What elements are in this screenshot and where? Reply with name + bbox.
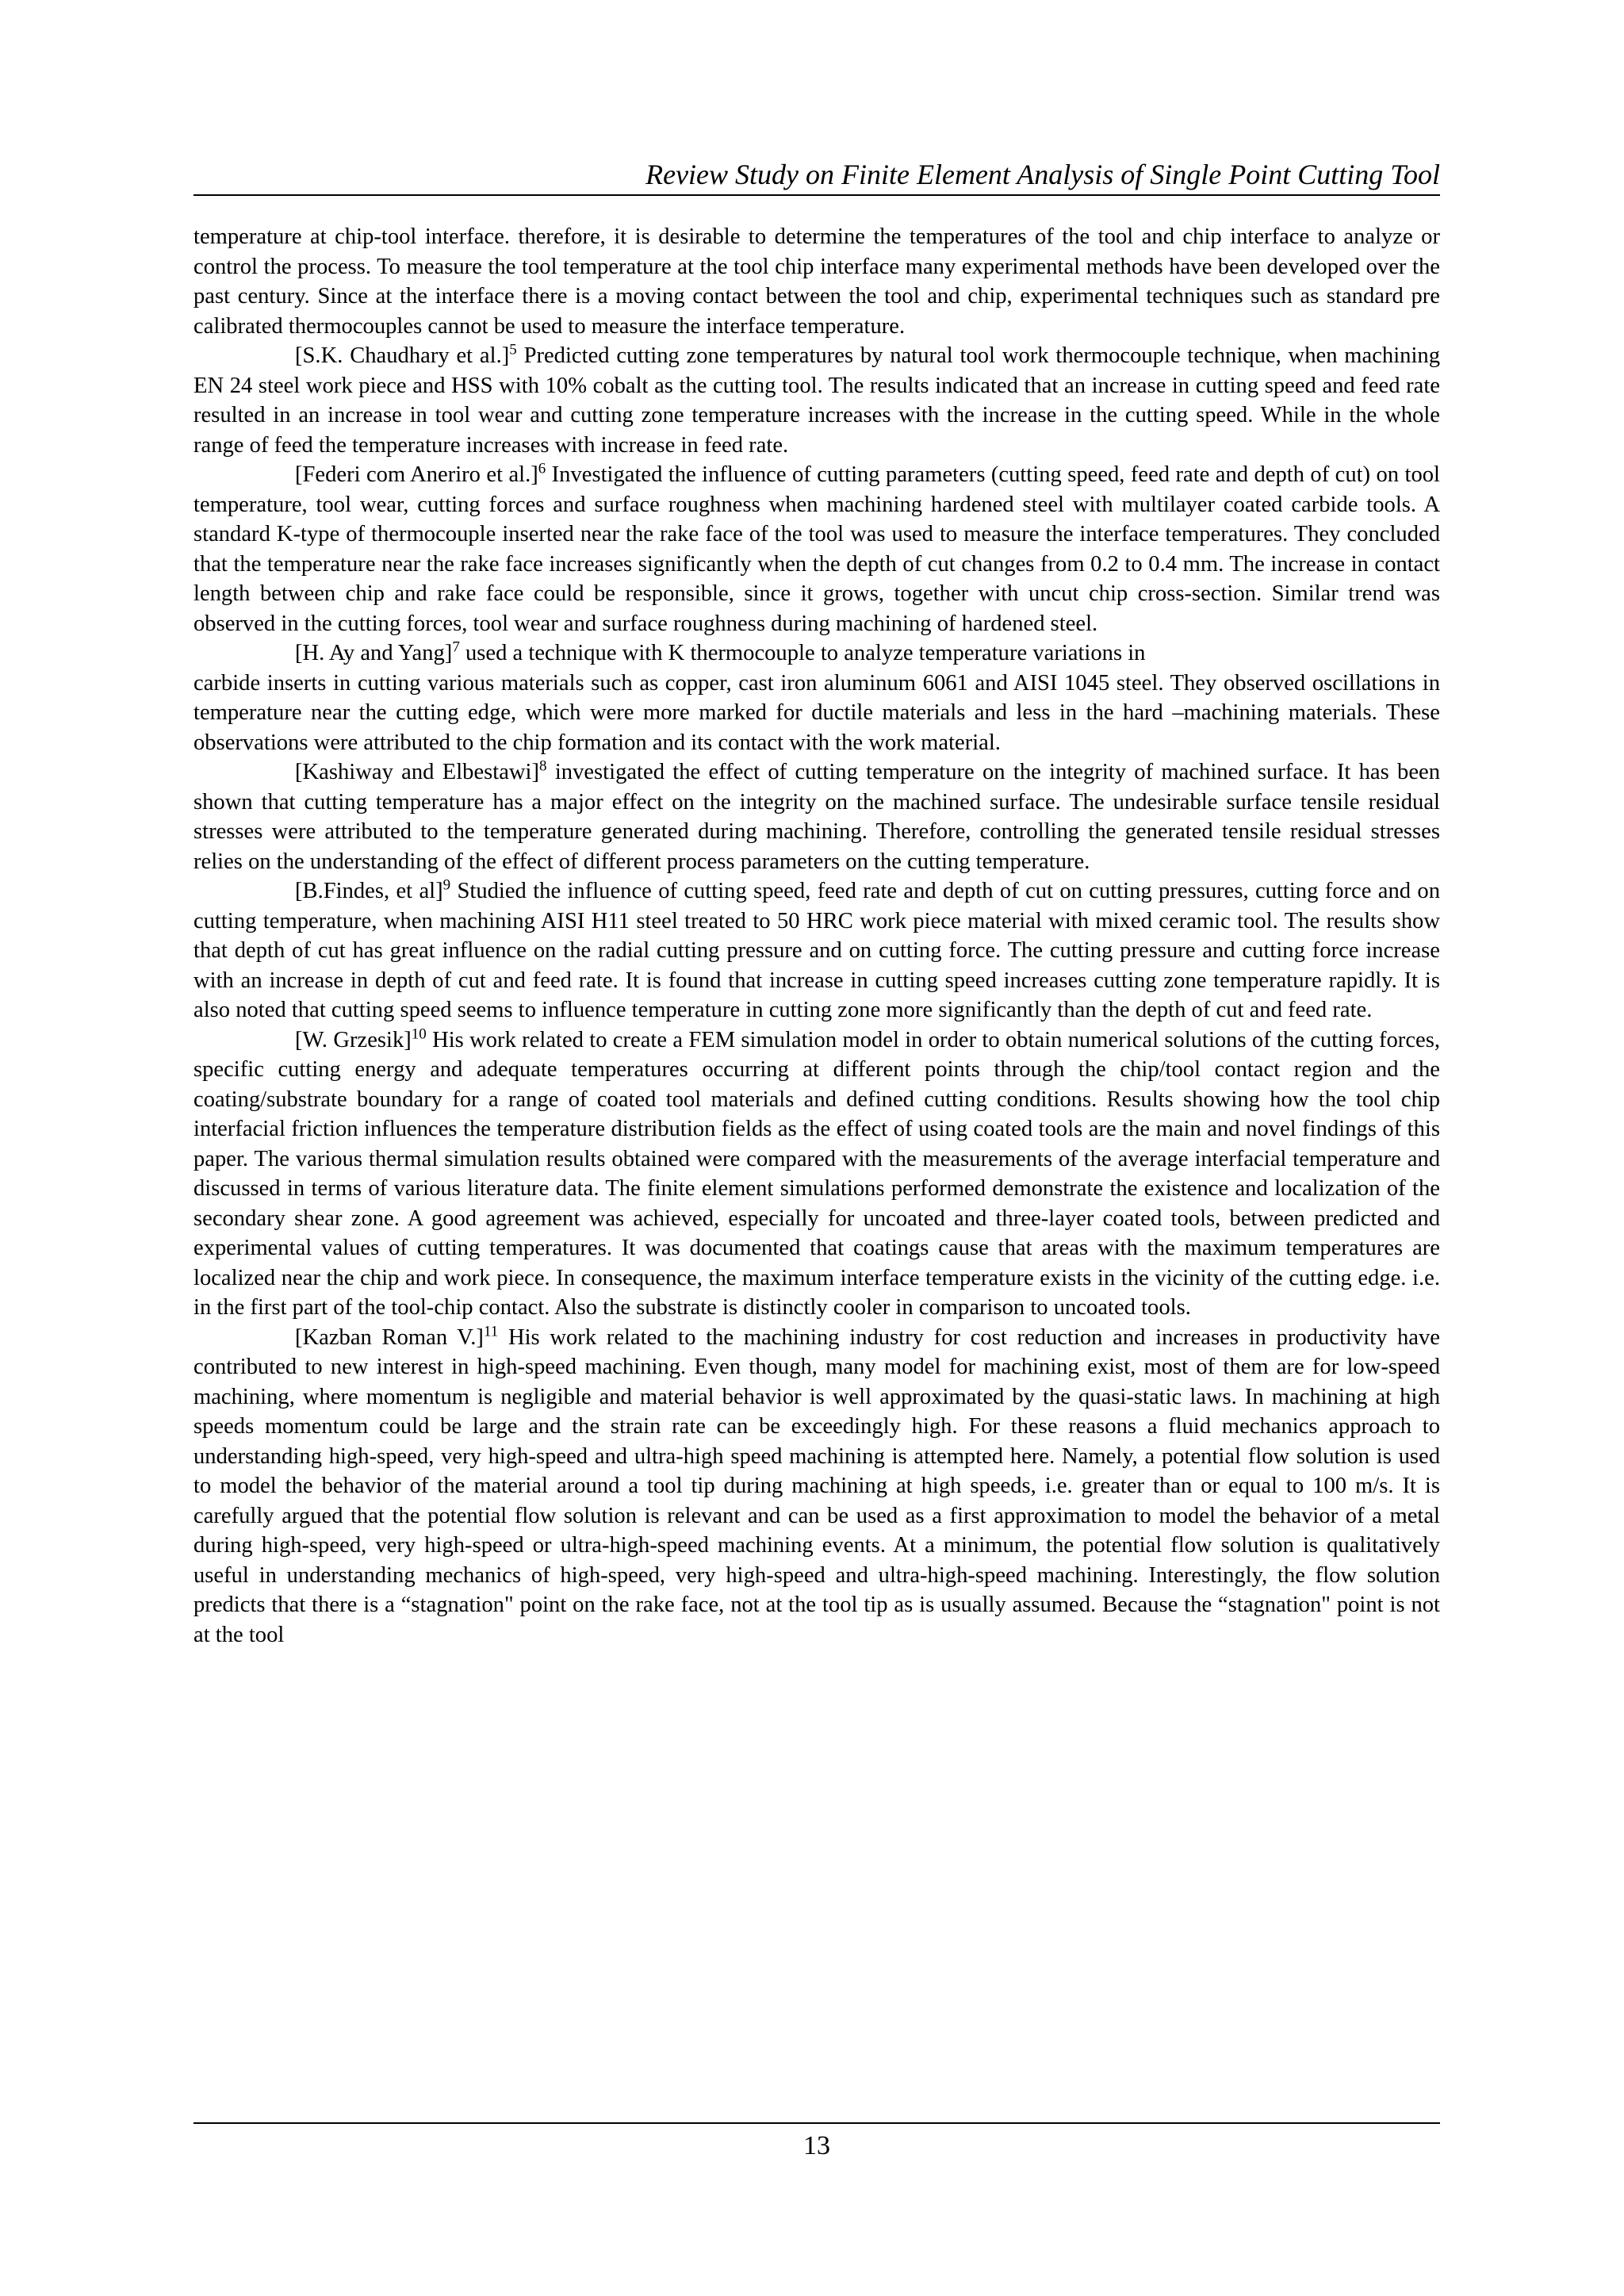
body-text (193, 222, 1440, 1650)
paragraph-text: His work related to the machining industry for cost reduction and increases in productivity have contributed to new interest in high-speed machining. Even though, many model for machining exist, most of them are for low-speed machining, where momentum is negligible and material behavior is well approximated by the quasi-static laws. In machining at high speeds momentum could be large and the strain rate can be exceedingly high. For these reasons a fluid mechanics approach to understanding high-speed, very high-speed and ultra-high speed machining is attempted here. Namely, a potential flow solution is used to model the behavior of the material around a tool tip during machining at high speeds, i.e. greater than or equal to 100 m/s. It is carefully argued that the potential flow solution is relevant and can be used as a first approximation to model the behavior of a metal during high-speed, very high-speed or ultra-high-speed machining events. At a minimum, the potential flow solution is qualitatively useful in understanding mechanics of high-speed, very high-speed and ultra-high-speed machining. Interestingly, the flow solution predicts that there is a “stagnation" point on the rake face, not at the tool tip as is usually assumed. Because the “stagnation" point is not at the tool (193, 1324, 1440, 1647)
paragraph-text: Studied the influence of cutting speed, feed rate and depth of cut on cutting pressures, cutting force and on cutting temperature, when machining AISI H11 steel treated to 50 HRC work piece material with mixed ceramic tool. The results show that depth of cut has great influence on the radial cutting pressure and on cutting force. The cutting pressure and cutting force increase with an increase in depth of cut and feed rate. It is found that increase in cutting speed increases cutting zone temperature rapidly. It is also noted that cutting speed seems to influence temperature in cutting zone more significantly than the depth of cut and feed rate. (193, 879, 1440, 1022)
reference-number: 8 (539, 757, 547, 775)
paragraph-text: used a technique with K thermocouple to analyze temperature variations in (459, 641, 1146, 665)
citation-authors: [B.Findes, et al] (295, 879, 443, 903)
running-title: Review Study on Finite Element Analysis of Single Point Cutting Tool (645, 159, 1440, 190)
citation (295, 343, 517, 368)
citation (295, 757, 547, 784)
reference-number: 11 (483, 1322, 499, 1340)
header-rule (193, 194, 1440, 196)
citation-authors: [S.K. Chaudhary et al.] (295, 343, 510, 368)
paragraph-aneriro (193, 460, 1440, 638)
reference-number: 10 (411, 1025, 427, 1042)
paragraph-first-line (193, 638, 1440, 669)
citation (295, 638, 460, 665)
citation (295, 1025, 427, 1052)
citation-authors: [Kazban Roman V.] (295, 1324, 484, 1350)
reference-number: 5 (509, 341, 517, 358)
paragraph-text: investigated the effect of cutting temperature on the integrity of machined surface. It has been shown that cutting temperature has a major effect on the integrity on the machined surface. The undesirable surface tensile residual stresses were attributed to the temperature generated during machining. Therefore, controlling the generated tensile residual stresses relies on the understanding of the effect of different process parameters on the cutting temperature. (193, 760, 1440, 874)
paragraph-text: Investigated the influence of cutting parameters (cutting speed, feed rate and depth of cut) on tool temperature, tool wear, cutting forces and surface roughness when machining hardened steel with multilayer coated carbide tools. A standard K-type of thermocouple inserted near the rake face of the tool was used to measure the interface temperatures. They concluded that the temperature near the rake face increases significantly when the depth of cut changes from 0.2 to 0.4 mm. The increase in contact length between chip and rake face could be responsible, since it grows, together with uncut chip cross-section. Similar trend was observed in the cutting forces, tool wear and surface roughness during machining of hardened steel. (193, 462, 1440, 636)
reference-number: 9 (442, 876, 451, 894)
citation (295, 876, 451, 903)
citation (295, 1322, 499, 1350)
citation-authors: [Kashiway and Elbestawi] (295, 760, 540, 784)
paragraph-ay-yang-continued (193, 669, 1440, 758)
paragraph-intro (193, 222, 1440, 341)
paragraph-grzesik (193, 1025, 1440, 1323)
paragraph-text: Predicted cutting zone temperatures by natural tool work thermocouple technique, when machining EN 24 steel work piece and HSS with 10% cobalt as the cutting tool. The results indicated that an increase in cutting speed and feed rate resulted in an increase in tool wear and cutting zone temperature increases with the increase in the cutting speed. While in the whole range of feed the temperature increases with increase in feed rate. (193, 343, 1441, 458)
paragraph-text: carbide inserts in cutting various materials such as copper, cast iron aluminum 6061 and AISI 1045 steel. They observed oscillations in temperature near the cutting edge, which were more marked for ductile materials and less in the hard –machining materials. These observations were attributed to the chip formation and its contact with the work material. (193, 670, 1440, 755)
citation-authors: [W. Grzesik] (295, 1027, 412, 1052)
paragraph-text: His work related to create a FEM simulation model in order to obtain numerical solutions of the cutting forces, specific cutting energy and adequate temperatures occurring at different points through the chip/tool contact region and the coating/substrate boundary for a range of coated tool materials and defined cutting conditions. Results showing how the tool chip interfacial friction influences the temperature distribution fields as the effect of using coated tools are the main and novel findings of this paper. The various thermal simulation results obtained were compared with the measurements of the average interfacial temperature and discussed in terms of various literature data. The finite element simulations performed demonstrate the existence and localization of the secondary shear zone. A good agreement was achieved, especially for uncoated and three-layer coated tools, between predicted and experimental values of cutting temperatures. It was documented that coatings cause that areas with the maximum temperatures are localized near the chip and work piece. In consequence, the maximum interface temperature exists in the vicinity of the cutting edge. i.e. in the first part of the tool-chip contact. Also the substrate is distinctly cooler in comparison to uncoated tools. (193, 1027, 1440, 1320)
paragraph-findes (193, 876, 1440, 1025)
footer-rule (193, 2122, 1440, 2124)
reference-number: 7 (452, 638, 460, 656)
citation-authors: [H. Ay and Yang] (295, 641, 453, 665)
paragraph-chaudhary (193, 341, 1440, 460)
paragraph-text: temperature at chip-tool interface. therefore, it is desirable to determine the temperatures of the tool and chip interface to analyze or control the process. To measure the tool temperature at the tool chip interface many experimental methods have been developed over the past century. Since at the interface there is a moving contact between the tool and chip, experimental techniques such as standard pre calibrated thermocouples cannot be used to measure the interface temperature. (193, 224, 1440, 339)
citation-authors: [Federi com Aneriro et al.] (295, 462, 538, 487)
paragraph-ay-yang (193, 638, 1440, 669)
paragraph-kashiway (193, 757, 1440, 876)
paragraph-kazban (193, 1323, 1440, 1650)
page-number: 13 (803, 2131, 830, 2160)
reference-number: 6 (538, 460, 546, 477)
citation (295, 462, 546, 487)
